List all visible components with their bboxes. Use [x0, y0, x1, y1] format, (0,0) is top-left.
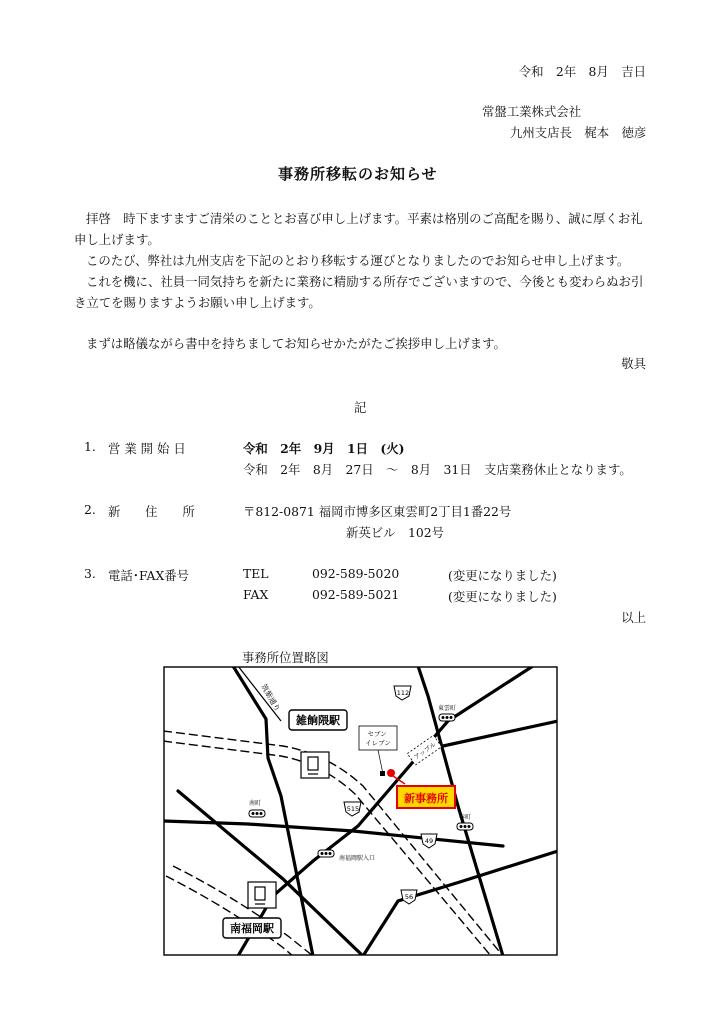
address-label: 新 住 所 — [108, 504, 195, 519]
ki-heading: 記 — [354, 400, 367, 415]
tel-label: TEL — [243, 566, 269, 581]
page-title: 事務所移転のお知らせ — [278, 165, 438, 183]
signer-name: 九州支店長 梶本 徳彦 — [510, 125, 647, 140]
fax-label: FAX — [243, 587, 269, 602]
signal-shinonome-label: 東雲町 — [437, 705, 457, 712]
address-line-1: 〒812-0871 福岡市博多区東雲町2丁目1番22号 — [243, 504, 512, 519]
signal-station-entrance-label: 南福岡駅入口 — [339, 855, 376, 862]
road-kasuga-label: 筑紫通り — [259, 682, 283, 713]
seven-eleven-label — [365, 730, 391, 747]
route-112-label: 112 — [396, 689, 410, 697]
phone-label: 電話･FAX番号 — [108, 568, 190, 583]
item-number-3: 3. — [84, 566, 96, 581]
signal-haru-label: 春町 — [458, 814, 472, 821]
closure-note: 令和 2年 8月 27日 ～ 8月 31日 支店業務休止となります。 — [243, 462, 632, 477]
new-office-label: 新事務所 — [404, 792, 448, 805]
company-name: 常盤工業株式会社 — [482, 104, 582, 119]
seven-eleven-marker — [380, 771, 385, 776]
start-date-label: 営 業 開 始 日 — [108, 441, 186, 456]
station-north-label: 雑餉隈駅 — [296, 714, 340, 727]
tel-number: 092-589-5020 — [312, 566, 400, 581]
tel-note: (変更になりました) — [448, 568, 557, 583]
end-word: 以上 — [621, 610, 646, 625]
letter-date: 令和 2年 8月 吉日 — [518, 64, 646, 79]
greeting-paragraph: 拝啓 時下ますますご清栄のこととお喜び申し上げます。平素は格別のご高配を賜り、誠に厚くお礼申し上げます。 — [74, 211, 643, 247]
item-number-1: 1. — [84, 439, 96, 454]
route-49-label: 49 — [424, 837, 434, 845]
seven-eleven-line-1: セブン — [367, 730, 387, 738]
apple-label: アップル — [412, 740, 438, 762]
map-frame — [164, 667, 557, 955]
resolution-paragraph: これを機に、社員一同気持ちを新たに業務に精励する所存でございますので、今後とも変わらぬお引き立てを賜りますようお願い申し上げます。 — [74, 274, 644, 310]
seven-eleven-line-2: イレブン — [365, 739, 391, 747]
address-line-2: 新英ビル 102号 — [346, 525, 444, 540]
train-icon-south — [248, 882, 276, 908]
fax-number: 092-589-5021 — [312, 587, 400, 602]
relocation-paragraph: このたび、弊社は九州支店を下記のとおり移転する運びとなりましたのでお知らせ申し上げます。 — [86, 253, 630, 268]
map-caption: 事務所位置略図 — [242, 650, 329, 665]
item-number-2: 2. — [84, 502, 96, 517]
start-date-value: 令和 2年 9月 1日 (火) — [243, 441, 405, 456]
route-515-label: 515 — [346, 805, 360, 813]
closing-paragraph: まずは略儀ながら書中を持ちましてお知らせかたがたご挨拶申し上げます。 — [86, 336, 506, 351]
office-location-map — [163, 666, 558, 956]
fax-note: (変更になりました) — [448, 589, 557, 604]
signal-minami-label: 南町 — [248, 800, 262, 807]
closing-word: 敬具 — [621, 356, 646, 371]
station-south-label: 南福岡駅 — [230, 922, 274, 935]
train-icon-north — [301, 752, 329, 778]
route-56-label: 56 — [404, 893, 414, 901]
